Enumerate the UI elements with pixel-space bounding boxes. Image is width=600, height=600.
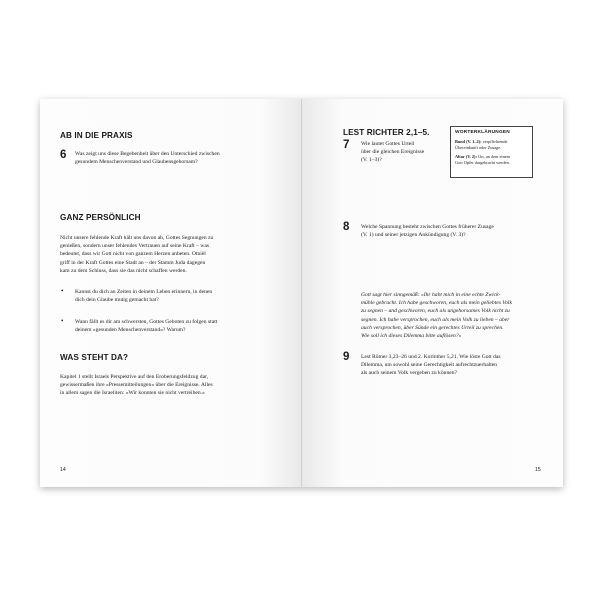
question-7-line-1: Wie lautet Gottes Urteil: [361, 141, 415, 147]
question-number-9: 9: [343, 351, 350, 363]
page-number-left: 14: [60, 467, 66, 473]
section-heading-persoenlich: GANZ PERSÖNLICH: [60, 213, 141, 222]
word-entry-altar-line-2: Gott Opfer dargebracht werden.: [455, 160, 510, 165]
bullet-1-text: [75, 288, 212, 304]
word-explanations-box: [450, 126, 533, 178]
bullet-2-text: [75, 318, 217, 334]
closing-paragraph: [60, 373, 213, 398]
bullet-2-line-1: Wann fällt es dir am schwersten, Gottes Geboten zu folgen statt: [75, 319, 218, 325]
word-entry-bund-line-2: Übereinkunft oder Zusage.: [455, 145, 502, 150]
bullet-2-line-2: deinem »gesunden Menschenverstand«? Warum?: [75, 327, 186, 334]
quote-line-6: Wie soll ich dieses Dilemma bitte auflösen?«: [361, 333, 462, 340]
word-entry-altar-term: Altar (V. 2):: [455, 154, 477, 159]
question-6-line-2: gesundem Menschenverstand und Glaubensgehorsam?: [75, 159, 198, 166]
intro-line-5: kam zu dem Schluss, dass sie das nicht schaffen werden.: [60, 267, 187, 274]
section-heading-lest-richter: LEST RICHTER 2,1–5.: [343, 128, 430, 137]
intro-line-2: genießen, sondern unser fehlendes Vertrauen auf seine Kraft – was: [60, 243, 210, 250]
question-number-6: 6: [60, 149, 67, 161]
word-entry-altar-line-1: Ort, an dem einem: [476, 154, 510, 159]
bullet-1-line-1: Kannst du dich an Zeiten in deinem Leben erinnern, in denen: [75, 289, 213, 295]
word-entry-bund-term: Bund (V. 1–2):: [455, 139, 482, 144]
question-8-line-2: (V. 1) und seiner jetzigen Ankündigung (V. 3)?: [361, 232, 466, 239]
word-entry-bund-line-1: verpflichtende: [481, 139, 508, 144]
quote-line-5: auch versprochen, über Sünde ein gerechtes Urteil zu sprechen.: [361, 324, 504, 331]
question-7-text: [361, 140, 424, 165]
question-8-text: [361, 223, 494, 239]
question-9-text: [361, 353, 501, 378]
bullet-marker-2: •: [61, 317, 64, 325]
book-spread: [40, 99, 563, 487]
word-entry-bund: [455, 139, 528, 151]
intro-paragraph: [60, 234, 213, 275]
question-6-line-1: Was zeigt uns diese Begebenheit über den Unterschied zwischen: [75, 151, 220, 157]
intro-line-1: Nicht unsere fehlende Kraft hält uns davon ab, Gottes Segnungen zu: [60, 235, 214, 241]
closing-line-1: Kapitel 1 stellt Israels Perspektive auf den Eroberungsfeldzug dar,: [60, 374, 209, 380]
question-9-line-2: Dilemma, um sowohl seine Gerechtigkeit aufrechtzuerhalten: [361, 362, 498, 369]
left-page: [40, 99, 301, 487]
quote-line-4: segnen. Ich habe versprochen, euch als mein Volk zu lieben – aber: [361, 316, 510, 323]
question-7-line-2: über die gleichen Ereignisse: [361, 149, 425, 156]
question-9-line-3: als auch seinem Volk vergeben zu können?: [361, 370, 457, 377]
closing-line-2: gewissermaßen ihre »Pressemitteilungen« über die Ereignisse. Alles: [60, 382, 213, 389]
page-number-right: 15: [535, 467, 541, 473]
question-number-8: 8: [343, 221, 350, 233]
question-number-7: 7: [343, 139, 350, 151]
quote-paragraph: [361, 291, 512, 340]
closing-line-3: in allem sagen die Israeliten: »Wir konnten sie nicht vertreiben.«: [60, 390, 205, 397]
section-heading-praxis: AB IN DIE PRAXIS: [60, 131, 133, 140]
question-6-text: [75, 150, 220, 166]
bullet-1-line-2: dich dein Glaube mutig gemacht hat?: [75, 297, 159, 304]
quote-line-2: mühle gebracht. Ich habe geschworen, euch als mein geliebtes Volk: [361, 300, 512, 307]
question-8-line-1: Welche Spannung besteht zwischen Gottes früherer Zusage: [361, 224, 494, 230]
question-9-line-1: Lest Römer 3,23–26 und 2. Korinther 5,21. Wie löste Gott das: [361, 354, 501, 360]
quote-line-1: Gott sagt hier sinngemäß: »Ihr habt mich in eine echte Zwick-: [361, 292, 501, 298]
word-entry-altar: [455, 154, 528, 166]
question-7-line-3: (V. 1–3)?: [361, 157, 382, 164]
word-explanations-title: WORTERKLÄRUNGEN: [455, 130, 510, 135]
quote-line-3: zu segnen – und geschworen, euch als ungehorsames Volk nicht zu: [361, 308, 510, 315]
intro-line-4: griff in der Kraft Gottes eine Stadt an – der Stamm Juda dagegen: [60, 259, 206, 266]
bullet-marker-1: •: [61, 287, 64, 295]
intro-line-3: bedeutet, dass wir Gott nicht von ganzem Herzen anbeten. Otniël: [60, 251, 206, 258]
section-heading-was-steht-da: WAS STEHT DA?: [60, 353, 129, 362]
right-page: [302, 99, 563, 487]
